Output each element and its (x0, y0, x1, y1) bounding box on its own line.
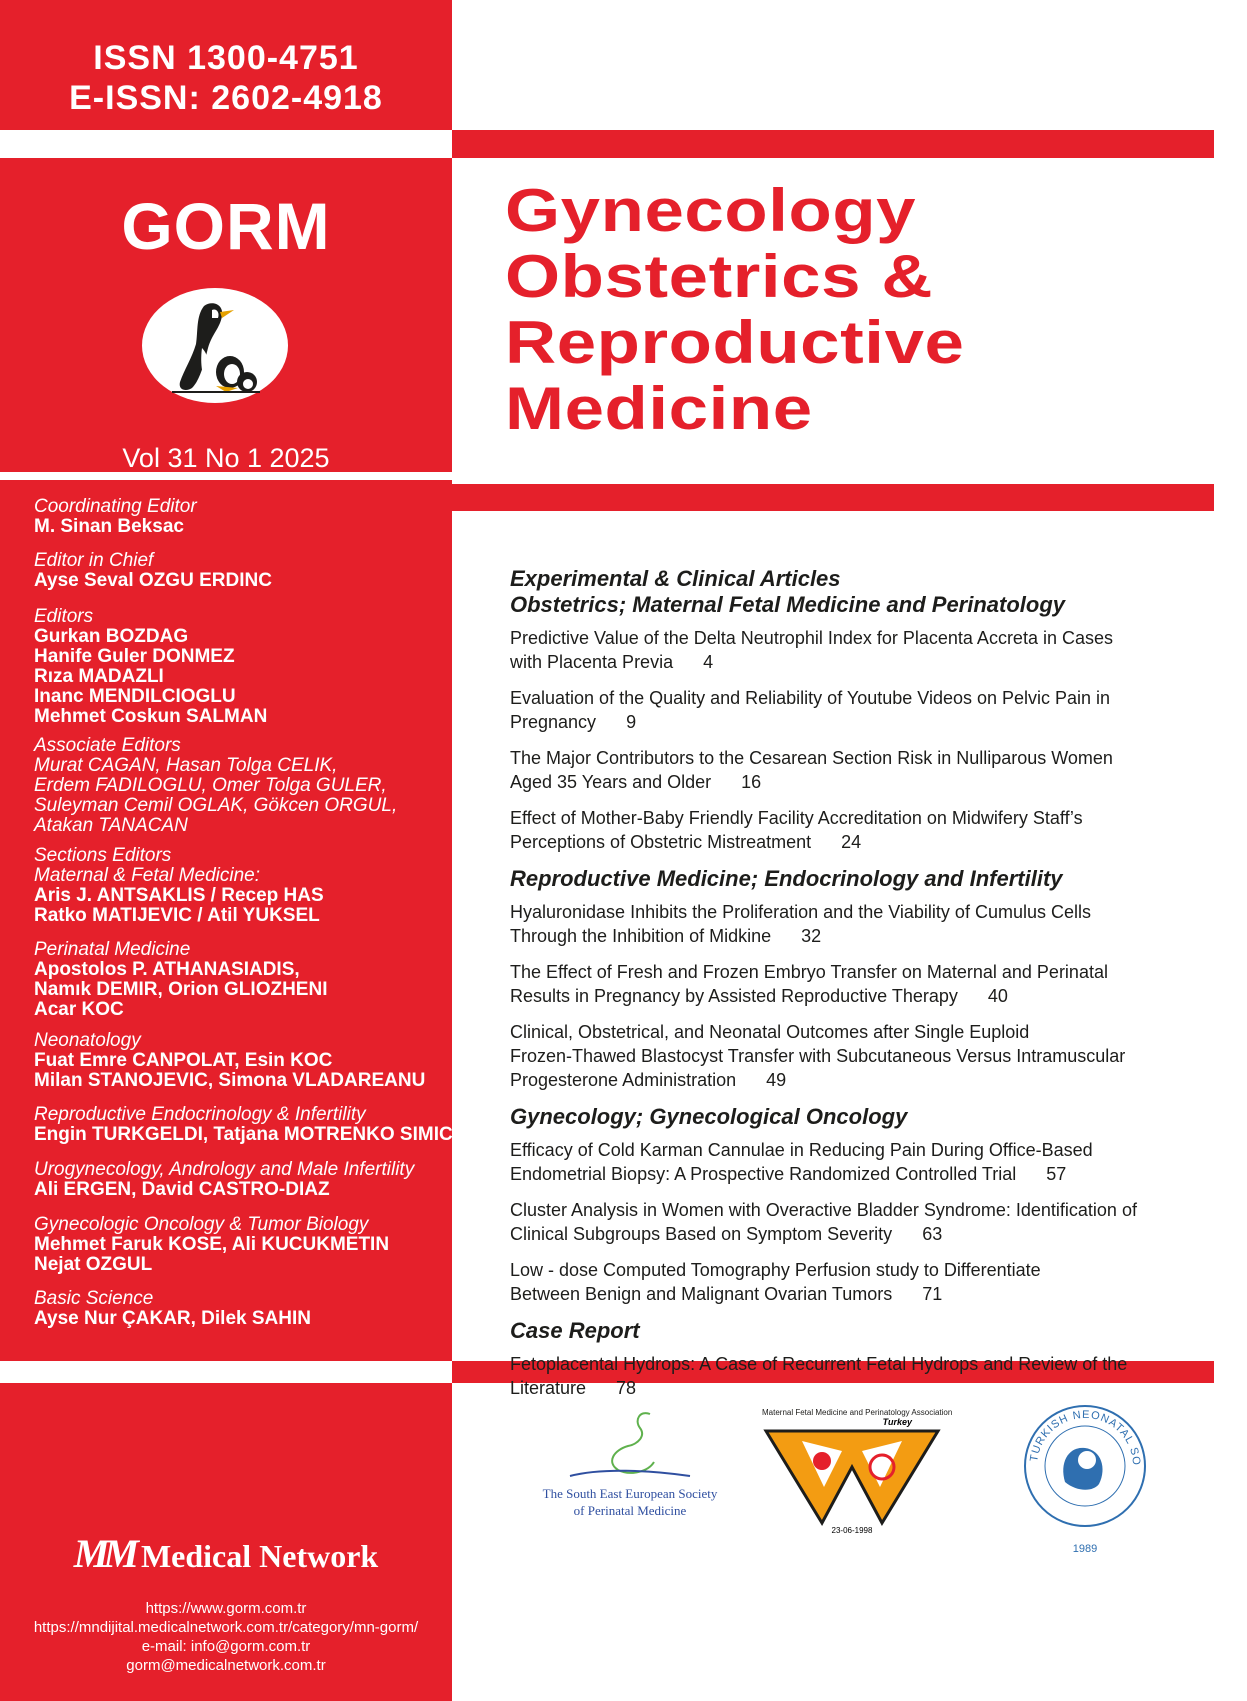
editor-role: Coordinating Editor (34, 496, 197, 517)
issn-block (0, 38, 452, 118)
article-title-text: Evaluation of the Quality and Reliability of Youtube Videos on Pelvic Pain in (510, 688, 1111, 708)
eissn: E-ISSN: 2602-4918 (69, 79, 383, 117)
journal-acronym: GORM (121, 189, 331, 263)
article-entry[interactable] (510, 686, 1210, 734)
article-title-text: Through the Inhibition of Midkine (510, 926, 772, 946)
editor-role: Associate Editors (34, 735, 181, 756)
editor-group (34, 1031, 425, 1091)
article-title-text: Perceptions of Obstetric Mistreatment (510, 832, 812, 852)
publisher-block (0, 1530, 452, 1675)
article-title-text: The Effect of Fresh and Frozen Embryo Transfer on Maternal and Perinatal (510, 962, 1108, 982)
journal-title (505, 178, 965, 442)
article-title-line (510, 1282, 1210, 1306)
website-link[interactable]: https://www.gorm.com.tr (145, 1600, 307, 1617)
article-title-text: Clinical, Obstetrical, and Neonatal Outcomes after Single Euploid (510, 1022, 1030, 1042)
article-title-text: Endometrial Biopsy: A Prospective Randomized Controlled Trial (510, 1164, 1017, 1184)
editor-group (34, 1289, 311, 1329)
editor-role: Editors (34, 606, 94, 627)
article-title-text: Literature (510, 1378, 587, 1398)
mfmpa-country: Turkey (882, 1417, 912, 1427)
tns-year: 1989 (1072, 1543, 1098, 1555)
article-title-line (510, 984, 1210, 1008)
red-bar-top (452, 130, 1214, 158)
toc-section (510, 1104, 1210, 1306)
editor-name: Nejat OZGUL (34, 1254, 153, 1275)
article-page-number: 4 (703, 652, 714, 672)
article-entry[interactable] (510, 806, 1210, 854)
article-title-line (510, 1376, 1210, 1400)
editor-role: Urogynecology, Andrology and Male Infertility (34, 1159, 415, 1180)
editor-name: Engin TURKGELDI, Tatjana MOTRENKO SIMIC (34, 1124, 453, 1145)
editor-group (34, 1160, 414, 1200)
article-entry[interactable] (510, 1138, 1210, 1186)
editor-group (34, 1105, 453, 1145)
article-title-line (510, 770, 1210, 794)
digital-link[interactable]: https://mndijital.medicalnetwork.com.tr/category/mn-gorm/ (33, 1619, 419, 1636)
toc-section (510, 866, 1210, 1092)
editor-role: Editor in Chief (34, 550, 154, 571)
seesperm-line-2: of Perinatal Medicine (573, 1503, 687, 1518)
editor-name: Namık DEMIR, Orion GLIOZHENI (34, 979, 328, 1000)
editor-role: Reproductive Endocrinology & Infertility (34, 1104, 366, 1125)
article-page-number: 24 (841, 832, 862, 852)
section-heading (510, 1104, 1210, 1130)
section-heading-line: Case Report (510, 1318, 640, 1343)
section-heading-line: Reproductive Medicine; Endocrinology and Infertility (510, 866, 1063, 891)
article-title-text: Progesterone Administration (510, 1070, 737, 1090)
title-line-4: Medicine (505, 375, 813, 442)
article-page-number: 16 (741, 772, 762, 792)
article-title-line (510, 626, 1210, 650)
article-title-line (510, 1068, 1210, 1092)
editor-group (34, 736, 397, 836)
article-entry[interactable] (510, 1352, 1210, 1400)
editor-name: M. Sinan Beksac (34, 516, 184, 537)
article-title-text: The Major Contributors to the Cesarean Section Risk in Nulliparous Women (510, 748, 1113, 768)
editor-name: Hanife Guler DONMEZ (34, 646, 235, 667)
article-title-line (510, 650, 1210, 674)
article-title-line (510, 1198, 1210, 1222)
article-title-text: with Placenta Previa (510, 652, 674, 672)
section-heading-line: Experimental & Clinical Articles (510, 566, 841, 591)
article-entry[interactable] (510, 1258, 1210, 1306)
section-heading-line: Obstetrics; Maternal Fetal Medicine and Perinatology (510, 592, 1066, 617)
toc-section (510, 566, 1210, 854)
article-title-line (510, 806, 1210, 830)
table-of-contents (510, 556, 1210, 1412)
medical-network-logo (0, 1530, 452, 1577)
article-title-line (510, 900, 1210, 924)
editor-name: Inanc MENDILCIOGLU (34, 686, 236, 707)
mother-child-icon (530, 1410, 730, 1480)
editor-role: Gynecologic Oncology & Tumor Biology (34, 1214, 369, 1235)
article-page-number: 40 (987, 986, 1008, 1006)
email-info[interactable]: e-mail: info@gorm.com.tr (141, 1638, 311, 1655)
seesperm-line-1: The South East European Society (542, 1486, 718, 1501)
editor-name: Acar KOC (34, 999, 124, 1020)
article-entry[interactable] (510, 746, 1210, 794)
article-title-line (510, 924, 1210, 948)
article-title-text: Between Benign and Malignant Ovarian Tumors (510, 1284, 893, 1304)
mfmpa-w-icon (762, 1427, 942, 1527)
editor-name: Ayse Nur ÇAKAR, Dilek SAHIN (34, 1308, 311, 1329)
article-title-line (510, 1044, 1210, 1068)
editor-name: Erdem FADILOGLU, Omer Tolga GULER, (34, 775, 387, 796)
title-line-2: Obstetrics & (505, 243, 934, 310)
tns-ring-text: TURKISH NEONATAL SO (1028, 1408, 1143, 1467)
editor-group (34, 551, 272, 591)
seesperm-logo (530, 1410, 730, 1540)
article-title-text: Hyaluronidase Inhibits the Proliferation and the Viability of Cumulus Cells (510, 902, 1091, 922)
article-title-text: Pregnancy (510, 712, 597, 732)
editor-name: Mehmet Coskun SALMAN (34, 706, 268, 727)
editor-name: Murat CAGAN, Hasan Tolga CELIK, (34, 755, 338, 776)
section-heading (510, 566, 1210, 618)
article-page-number: 78 (616, 1378, 637, 1398)
tns-emblem-icon (1015, 1402, 1155, 1532)
title-line-3: Reproductive (505, 309, 965, 376)
editor-role: Basic Science (34, 1288, 154, 1309)
article-title-line (510, 1162, 1210, 1186)
article-page-number: 9 (626, 712, 637, 732)
article-entry[interactable] (510, 900, 1210, 948)
article-page-number: 49 (766, 1070, 787, 1090)
article-title-text: Clinical Subgroups Based on Symptom Severity (510, 1224, 893, 1244)
editor-name: Atakan TANACAN (34, 815, 188, 836)
issn: ISSN 1300-4751 (93, 39, 359, 77)
article-title-line (510, 960, 1210, 984)
section-heading (510, 1318, 1210, 1344)
article-title-text: Low - dose Computed Tomography Perfusion study to Differentiate (510, 1260, 1041, 1280)
article-page-number: 63 (922, 1224, 943, 1244)
section-heading (510, 866, 1210, 892)
toc-section (510, 1318, 1210, 1400)
email-gorm[interactable]: gorm@medicalnetwork.com.tr (126, 1657, 326, 1674)
article-title-text: Efficacy of Cold Karman Cannulae in Reducing Pain During Office-Based (510, 1140, 1093, 1160)
article-page-number: 57 (1046, 1164, 1067, 1184)
editor-group (34, 1215, 389, 1275)
mfmpa-logo (762, 1408, 953, 1548)
medical-network-mark: MM (73, 1531, 133, 1576)
article-title-line (510, 1138, 1210, 1162)
tns-logo (1015, 1402, 1155, 1555)
editor-name: Fuat Emre CANPOLAT, Esin KOC (34, 1050, 333, 1071)
editor-group (34, 846, 324, 926)
volume-issue: Vol 31 No 1 2025 (122, 443, 330, 473)
mfmpa-date: 23-06-1998 (831, 1526, 873, 1535)
article-title-line (510, 1222, 1210, 1246)
article-title-text: Results in Pregnancy by Assisted Reproductive Therapy (510, 986, 958, 1006)
article-title-text: Aged 35 Years and Older (510, 772, 712, 792)
editor-role: Sections Editors (34, 845, 172, 866)
article-title-text: Effect of Mother-Baby Friendly Facility Accreditation on Midwifery Staff’s (510, 808, 1083, 828)
editor-role: Neonatology (34, 1030, 141, 1051)
white-band-bottom (0, 1361, 452, 1383)
red-bar-mid (452, 484, 1214, 511)
editor-name: Milan STANOJEVIC, Simona VLADAREANU (34, 1070, 426, 1091)
title-line-1: Gynecology (505, 177, 917, 244)
mfmpa-name: Maternal Fetal Medicine and Perinatology Association (762, 1408, 953, 1417)
article-title-line (510, 830, 1210, 854)
article-entry[interactable] (510, 960, 1210, 1008)
publisher-name: Medical Network (140, 1538, 379, 1574)
article-page-number: 71 (922, 1284, 943, 1304)
editor-name: Ayse Seval OZGU ERDINC (34, 570, 272, 591)
article-page-number: 32 (801, 926, 822, 946)
section-heading-line: Gynecology; Gynecological Oncology (510, 1104, 908, 1129)
editor-name: Ali ERGEN, David CASTRO-DIAZ (34, 1179, 330, 1200)
article-title-line (510, 1020, 1210, 1044)
article-entry[interactable] (510, 626, 1210, 674)
article-title-line (510, 1352, 1210, 1376)
editor-name: Apostolos P. ATHANASIADIS, (34, 959, 300, 980)
editor-name: Mehmet Faruk KOSE, Ali KUCUKMETIN (34, 1234, 390, 1255)
editor-name: Ratko MATIJEVIC / Atil YUKSEL (34, 905, 320, 926)
article-title-text: Frozen-Thawed Blastocyst Transfer with Subcutaneous Versus Intramuscular (510, 1046, 1126, 1066)
article-title-line (510, 1258, 1210, 1282)
contact-info (0, 1599, 452, 1675)
article-title-line (510, 746, 1210, 770)
article-entry[interactable] (510, 1198, 1210, 1246)
article-title-text: Fetoplacental Hydrops: A Case of Recurrent Fetal Hydrops and Review of the (510, 1354, 1128, 1374)
editor-name: Rıza MADAZLI (34, 666, 164, 687)
editor-subrole: Maternal & Fetal Medicine: (34, 865, 260, 886)
editor-group (34, 607, 267, 727)
article-title-line (510, 710, 1210, 734)
editor-group (34, 940, 327, 1020)
article-title-text: Predictive Value of the Delta Neutrophil Index for Placenta Accreta in Cases (510, 628, 1113, 648)
editor-name: Gurkan BOZDAG (34, 626, 189, 647)
editor-role: Perinatal Medicine (34, 939, 191, 960)
article-title-line (510, 686, 1210, 710)
penguin-family-icon (142, 288, 288, 403)
editor-name: Suleyman Cemil OGLAK, Gökcen ORGUL, (34, 795, 398, 816)
article-title-text: Cluster Analysis in Women with Overactive Bladder Syndrome: Identification of (510, 1200, 1137, 1220)
white-band-top (0, 130, 452, 158)
article-entry[interactable] (510, 1020, 1210, 1092)
editor-group (34, 497, 197, 537)
editor-name: Aris J. ANTSAKLIS / Recep HAS (34, 885, 324, 906)
